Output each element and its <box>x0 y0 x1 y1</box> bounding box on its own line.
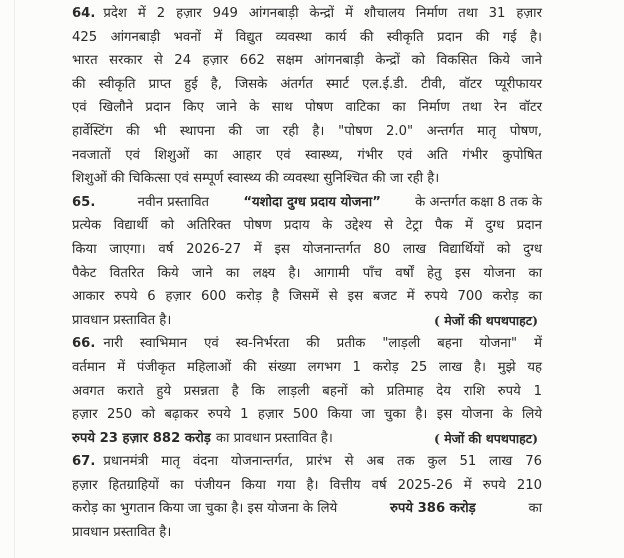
text-line <box>72 191 542 215</box>
text-line <box>72 2 542 26</box>
paragraph-number: 64. <box>72 6 96 21</box>
text-line: 425 आंगनबाड़ी भवनों में विद्युत व्यवस्था कार्य की स्वीकृति प्रदान की गई है। <box>72 29 542 45</box>
line-text: का <box>528 501 542 517</box>
text-line: हज़ार 250 को बढ़ाकर रुपये 1 हज़ार 500 किया जा चुका है। इस योजना के लिये <box>72 407 542 423</box>
text-line: नवजातों एवं शिशुओं का आहार एवं स्वास्थ्य, गंभीर एवं अति गंभीर कुपोषित <box>72 147 542 163</box>
text-line: की स्वीकृति प्राप्त हुई है, जिसके अंतर्गत स्मार्ट एल.ई.डी. टीवी, वॉटर प्यूरीफायर <box>72 76 542 92</box>
text-line: अवगत कराते हुये प्रसन्नता है कि लाड़ली बहनों को प्रतिमाह देय राशि रुपये 1 <box>72 383 542 399</box>
text-line: भारत सरकार से 24 हज़ार 662 सक्षम आंगनबाड़ी केन्द्रों को विकसित किये जाने <box>72 53 542 69</box>
line-text: नवीन प्रस्तावित <box>137 194 210 210</box>
line-text: के अन्तर्गत कक्षा 8 तक के <box>415 194 542 210</box>
text-line: प्रावधान प्रस्तावित है। <box>72 525 172 541</box>
scheme-name-yashoda: “यशोदा दुग्ध प्रदाय योजना” <box>243 194 381 210</box>
text-line <box>72 497 542 521</box>
line-text: प्रदेश में 2 हज़ार 949 आंगनबाड़ी केन्द्रों में शौचालय निर्माण तथा 31 हज़ार <box>103 6 542 21</box>
text-line: हज़ार हितग्राहियों का पंजीयन किया गया है। वित्तीय वर्ष 2025-26 में रुपये 210 <box>72 477 542 493</box>
text-line: प्रत्येक विद्यार्थी को अतिरिक्त पोषण प्रदाय के उद्देश्य से टेट्रा पैक में दुग्ध प्रदान <box>72 218 542 234</box>
text-line <box>72 332 542 356</box>
text-line: पैकेट वितरित किये जाने का लक्ष्य है। आगामी पाँच वर्षों हेतु इस योजना का <box>72 265 542 281</box>
paragraph-number: 65. <box>72 194 96 210</box>
applause-note: ( मेजों की थपथपाहट) <box>433 312 538 328</box>
text-line: एवं खिलौने प्रदान किए जाने के साथ पोषण वाटिका का निर्माण तथा रेन वॉटर <box>72 100 542 116</box>
text-line: आकार रुपये 6 हज़ार 600 करोड़ है जिसमें से इस बजट में रुपये 700 करोड़ का <box>72 289 542 305</box>
text-line <box>72 450 542 474</box>
paragraph-number: 66. <box>72 336 96 352</box>
text-line: किया जाएगा। वर्ष 2026-27 में इस योजनान्तर्गत 80 लाख विद्यार्थियों को दुग्ध <box>72 241 542 257</box>
page-edge-line <box>14 0 15 558</box>
budget-speech-page <box>72 2 542 545</box>
paragraph-64 <box>72 2 542 191</box>
budget-amount: रुपये 23 हज़ार 882 करोड़ <box>72 430 211 446</box>
line-text: का प्रावधान प्रस्तावित है। <box>215 430 333 446</box>
paragraph-67 <box>72 450 542 544</box>
paragraph-number: 67. <box>72 454 96 470</box>
line-text: नारी स्वाभिमान एवं स्व-निर्भरता की प्रतीक "लाड़ली बहना योजना" में <box>103 336 542 352</box>
applause-note: ( मेजों की थपथपाहट) <box>433 430 538 446</box>
text-line <box>72 309 542 333</box>
paragraph-65 <box>72 191 542 333</box>
text-line: हार्वेस्टिंग की भी स्थापना की जा रही है। "पोषण 2.0" अन्तर्गत मातृ पोषण, <box>72 123 542 139</box>
line-text: करोड़ का भुगतान किया जा चुका है। इस योजना के लिये <box>72 501 338 517</box>
budget-amount: रुपये 386 करोड़ <box>389 501 476 517</box>
text-line: शिशुओं की चिकित्सा एवं सम्पूर्ण स्वास्थ्य की व्यवस्था सुनिश्चित की जा रही है। <box>72 171 440 187</box>
line-text: प्रधानमंत्री मातृ वंदना योजनान्तर्गत, प्रारंभ से अब तक कुल 51 लाख 76 <box>103 454 542 470</box>
text-line: वर्तमान में पंजीकृत महिलाओं की संख्या लगभग 1 करोड़ 25 लाख है। मुझे यह <box>72 359 542 375</box>
paragraph-66 <box>72 332 542 450</box>
text-line <box>72 427 542 451</box>
line-text: प्रावधान प्रस्तावित है। <box>72 312 172 328</box>
